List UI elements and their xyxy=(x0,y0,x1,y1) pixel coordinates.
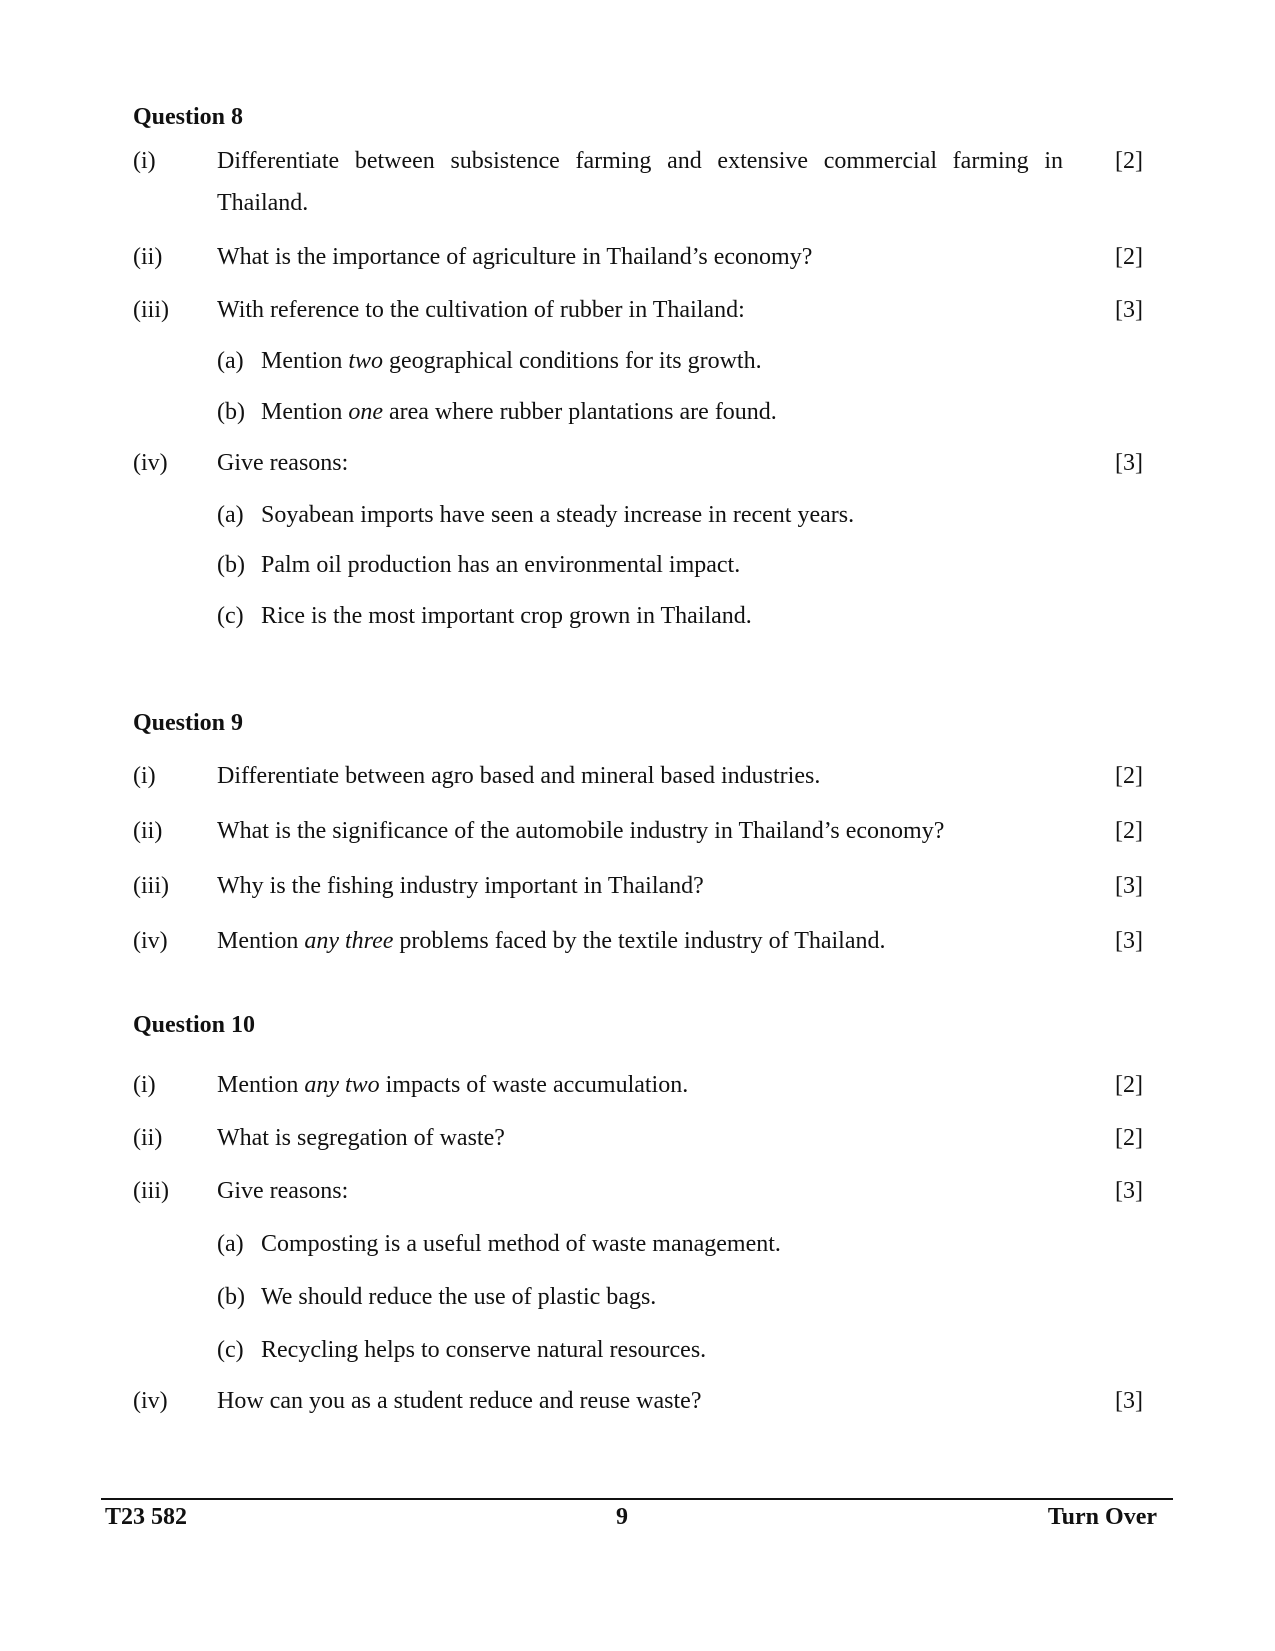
q10-iii-sub-c xyxy=(217,1335,706,1365)
q10-iii-sub-b xyxy=(217,1282,656,1312)
part-text: What is segregation of waste? xyxy=(217,1125,505,1151)
marks: [2] xyxy=(1115,1072,1143,1098)
sub-label: (b) xyxy=(217,552,245,578)
marks: [3] xyxy=(1115,1388,1143,1414)
turn-over-label: Turn Over xyxy=(1047,1504,1157,1530)
sub-text-pre: Mention xyxy=(261,348,349,374)
part-text-emphasis: any three xyxy=(304,928,394,954)
question-8-title: Question 8 xyxy=(133,104,244,130)
sub-label: (a) xyxy=(217,1231,244,1257)
q8-iii-sub-a xyxy=(217,346,762,376)
part-number: (i) xyxy=(133,148,156,174)
part-text: Why is the fishing industry important in Thailand? xyxy=(217,873,704,899)
marks: [2] xyxy=(1115,1125,1143,1151)
sub-label: (c) xyxy=(217,1337,244,1363)
sub-label: (b) xyxy=(217,1284,245,1310)
sub-label: (b) xyxy=(217,399,245,425)
part-text: Differentiate between subsistence farming and extensive commercial farming in Thailand. xyxy=(217,148,1063,216)
part-number: (ii) xyxy=(133,244,163,270)
part-text xyxy=(217,920,886,962)
sub-text: Recycling helps to conserve natural resources. xyxy=(261,1337,707,1363)
q8-iii-sub-b xyxy=(217,397,777,427)
sub-text: Palm oil production has an environmental impact. xyxy=(261,552,741,578)
part-text: What is the significance of the automobile industry in Thailand’s economy? xyxy=(217,818,945,844)
part-number: (iii) xyxy=(133,873,169,899)
part-number: (i) xyxy=(133,1072,156,1098)
part-number: (i) xyxy=(133,763,156,789)
marks: [3] xyxy=(1115,297,1143,323)
sub-label: (a) xyxy=(217,502,244,528)
footer-rule xyxy=(101,1498,1173,1500)
part-number: (iii) xyxy=(133,1178,169,1204)
marks: [3] xyxy=(1115,928,1143,954)
part-text: With reference to the cultivation of rubber in Thailand: xyxy=(217,297,745,323)
q10-iii-sub-a xyxy=(217,1229,781,1259)
question-10-title: Question 10 xyxy=(133,1012,256,1038)
sub-label: (c) xyxy=(217,603,244,629)
question-9-title: Question 9 xyxy=(133,710,244,736)
part-text: Give reasons: xyxy=(217,450,349,476)
q8-iv-sub-a xyxy=(217,500,854,530)
part-text-pre: Mention xyxy=(217,1072,305,1098)
part-text: How can you as a student reduce and reuse waste? xyxy=(217,1388,702,1414)
part-text-emphasis: any two xyxy=(304,1072,380,1098)
marks: [3] xyxy=(1115,873,1143,899)
sub-label: (a) xyxy=(217,348,244,374)
page-number: 9 xyxy=(616,1504,628,1530)
sub-text-post: geographical conditions for its growth. xyxy=(383,348,762,374)
part-text: Give reasons: xyxy=(217,1178,349,1204)
part-text-post: impacts of waste accumulation. xyxy=(379,1072,689,1098)
part-number: (iv) xyxy=(133,928,168,954)
part-number: (iv) xyxy=(133,1388,168,1414)
part-number: (iii) xyxy=(133,297,169,323)
sub-text-emphasis: one xyxy=(348,399,383,425)
sub-text: Soyabean imports have seen a steady increase in recent years. xyxy=(261,502,855,528)
part-text: What is the importance of agriculture in Thailand’s economy? xyxy=(217,244,813,270)
sub-text: Composting is a useful method of waste management. xyxy=(261,1231,781,1257)
part-number: (iv) xyxy=(133,450,168,476)
part-text xyxy=(217,1064,688,1106)
paper-code: T23 582 xyxy=(105,1504,188,1530)
marks: [2] xyxy=(1115,244,1143,270)
part-text-post: problems faced by the textile industry of Thailand. xyxy=(393,928,886,954)
marks: [3] xyxy=(1115,1178,1143,1204)
marks: [2] xyxy=(1115,763,1143,789)
part-text-pre: Mention xyxy=(217,928,305,954)
q8-iv-sub-b xyxy=(217,550,740,580)
part-number: (ii) xyxy=(133,1125,163,1151)
q8-iv-sub-c xyxy=(217,601,752,631)
sub-text-post: area where rubber plantations are found. xyxy=(382,399,777,425)
sub-text: Rice is the most important crop grown in Thailand. xyxy=(261,603,752,629)
marks: [2] xyxy=(1115,148,1143,174)
part-number: (ii) xyxy=(133,818,163,844)
marks: [3] xyxy=(1115,450,1143,476)
part-text: Differentiate between agro based and mineral based industries. xyxy=(217,763,821,789)
marks: [2] xyxy=(1115,818,1143,844)
sub-text-pre: Mention xyxy=(261,399,349,425)
sub-text-emphasis: two xyxy=(348,348,384,374)
sub-text: We should reduce the use of plastic bags. xyxy=(261,1284,657,1310)
